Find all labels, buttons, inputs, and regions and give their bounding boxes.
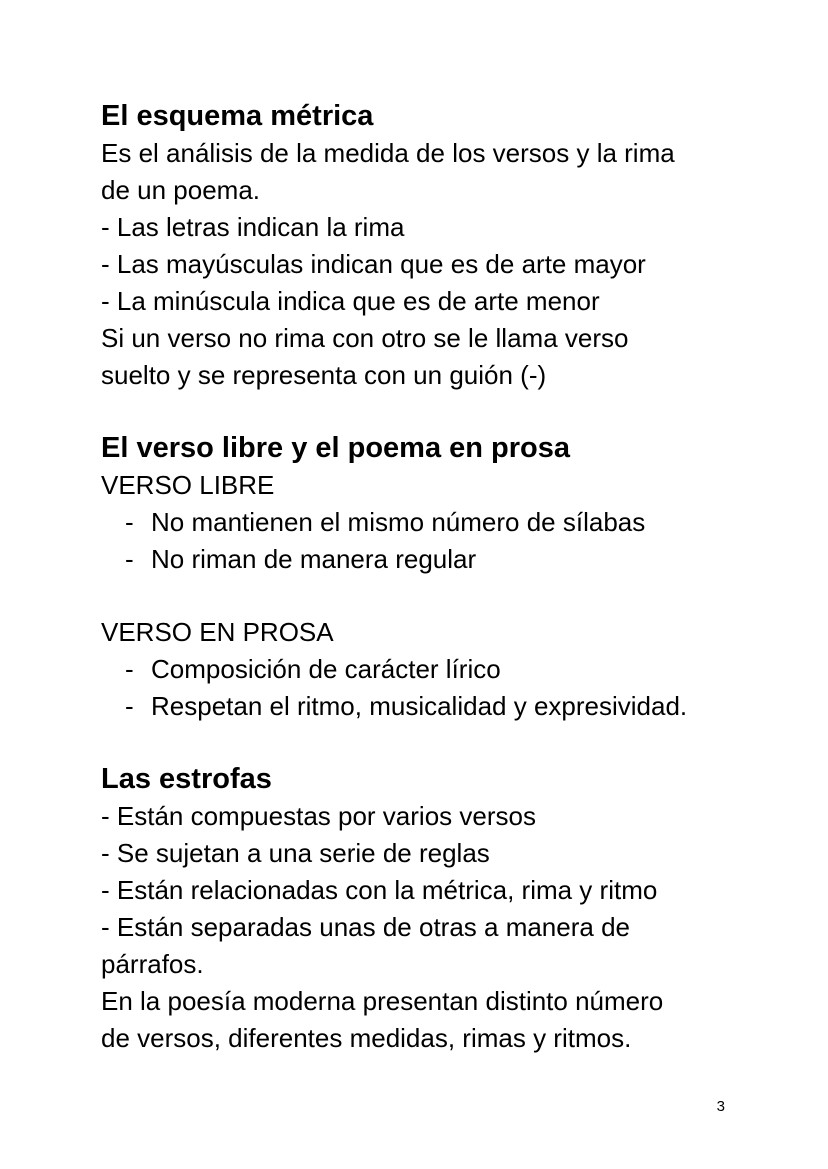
dash-bullet: - <box>125 691 134 721</box>
document-page <box>101 98 761 1057</box>
list-verso-en-prosa <box>101 651 761 725</box>
dash-bullet: - <box>125 507 134 537</box>
list-item-text: No riman de manera regular <box>151 544 477 574</box>
page-number: 3 <box>716 1098 725 1115</box>
subheading-verso-en-prosa: VERSO EN PROSA <box>101 617 334 647</box>
paragraph-line: - Están relacionadas con la métrica, rima y ritmo <box>101 875 658 905</box>
spacer <box>101 725 761 761</box>
list-item <box>125 541 761 578</box>
paragraph-line: párrafos. <box>101 949 204 979</box>
spacer <box>101 394 761 430</box>
list-item-text: No mantienen el mismo número de sílabas <box>151 507 646 537</box>
paragraph-line: - Están compuestas por varios versos <box>101 801 536 831</box>
list-item <box>125 651 761 688</box>
section-verso-libre <box>101 430 761 725</box>
section-heading: Las estrofas <box>101 763 272 795</box>
list-item <box>125 504 761 541</box>
section-heading: El esquema métrica <box>101 100 374 132</box>
paragraph-line: - Están separadas unas de otras a manera de <box>101 912 630 942</box>
paragraph-line: - Las mayúsculas indican que es de arte mayor <box>101 249 646 279</box>
list-item-text: Composición de carácter lírico <box>151 654 501 684</box>
paragraph-line: Es el análisis de la medida de los versos y la rima <box>101 138 675 168</box>
section-heading: El verso libre y el poema en prosa <box>101 432 571 464</box>
dash-bullet: - <box>125 544 134 574</box>
section-esquema-metrica <box>101 98 761 394</box>
paragraph-line: Si un verso no rima con otro se le llama verso <box>101 323 629 353</box>
section-estrofas <box>101 761 761 1057</box>
list-item <box>125 688 761 725</box>
spacer <box>101 578 761 614</box>
paragraph-line: - Se sujetan a una serie de reglas <box>101 838 490 868</box>
paragraph-line: - Las letras indican la rima <box>101 212 405 242</box>
paragraph-line: de versos, diferentes medidas, rimas y ritmos. <box>101 1023 632 1053</box>
subheading-verso-libre: VERSO LIBRE <box>101 470 275 500</box>
dash-bullet: - <box>125 654 134 684</box>
list-verso-libre <box>101 504 761 578</box>
paragraph-line: - La minúscula indica que es de arte menor <box>101 286 600 316</box>
paragraph-line: En la poesía moderna presentan distinto número <box>101 986 664 1016</box>
list-item-text: Respetan el ritmo, musicalidad y expresividad. <box>151 691 688 721</box>
paragraph-line: de un poema. <box>101 175 261 205</box>
paragraph-line: suelto y se representa con un guión (-) <box>101 360 547 390</box>
